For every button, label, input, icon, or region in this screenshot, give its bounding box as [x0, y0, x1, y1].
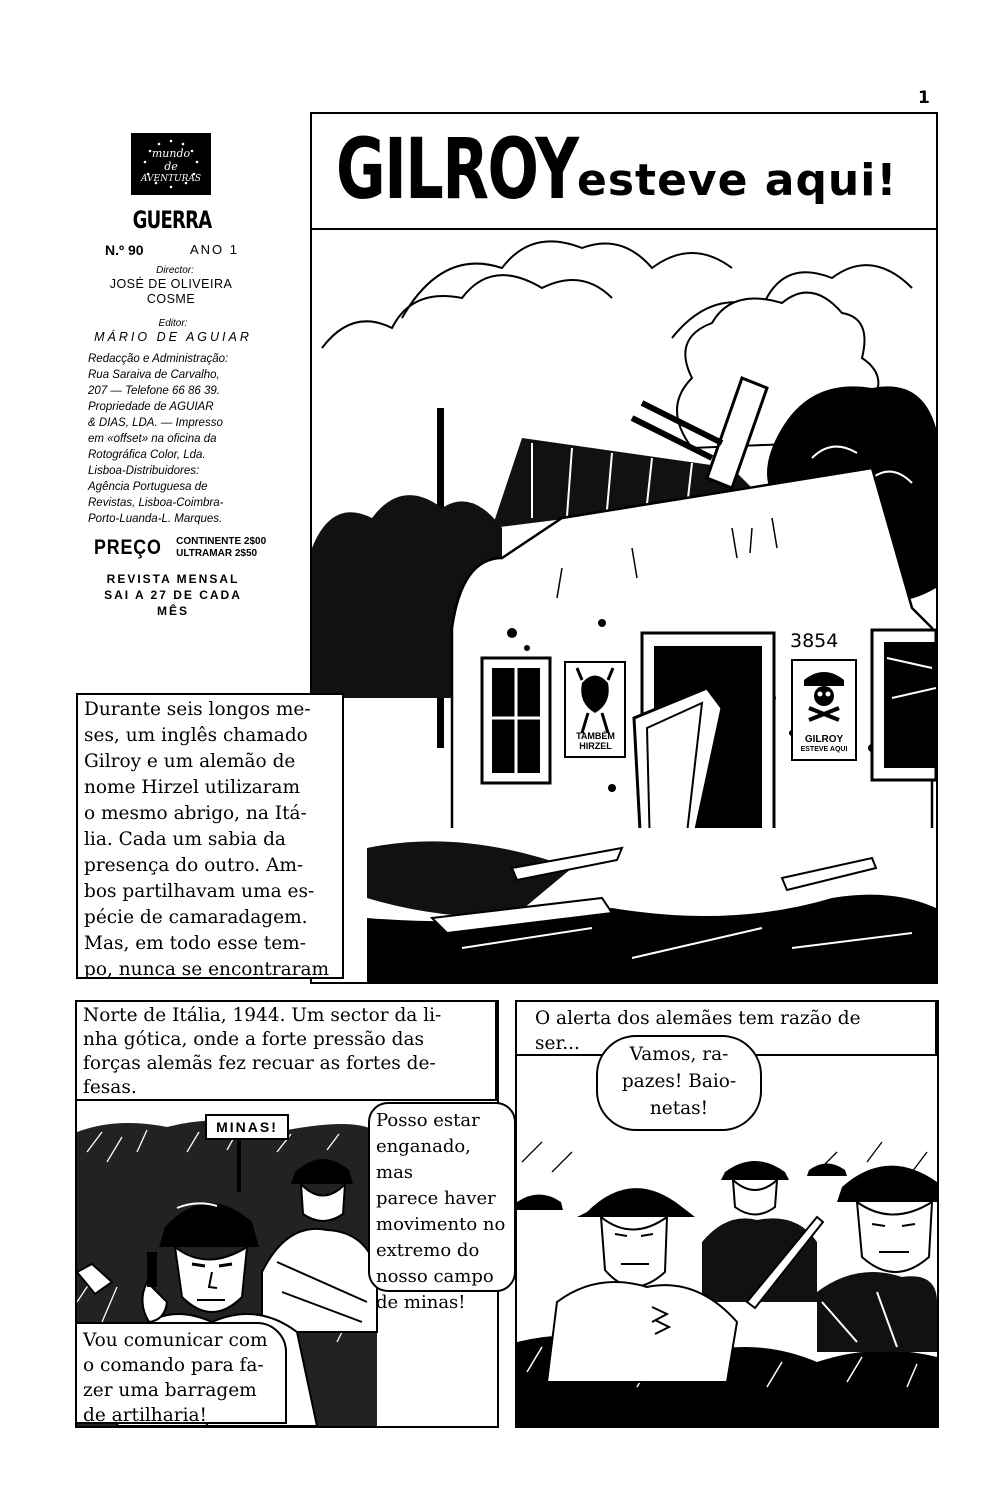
- price-continent: CONTINENTE 2$00: [176, 536, 267, 547]
- mundo-de-aventuras-logo: [131, 133, 211, 195]
- monthly-line-1: REVISTA MENSAL: [106, 572, 240, 586]
- director-name-1: JOSÉ DE OLIVEIRA: [109, 277, 233, 291]
- credits-line: Propriedade de AGUIAR: [88, 401, 214, 413]
- credits-line: Rotográfica Color, Lda.: [88, 449, 206, 461]
- credits-line: Porto-Luanda-L. Marques.: [88, 513, 223, 525]
- credits-line: & DIAS, LDA. — Impresso: [88, 417, 223, 429]
- editor-name: MÁRIO DE AGUIAR: [94, 330, 252, 344]
- monthly-line-2: SAI A 27 DE CADA: [104, 588, 242, 602]
- credits-line: 207 — Telefone 66 86 39.: [88, 385, 220, 397]
- monthly-line-3: MÊS: [156, 604, 189, 618]
- story-title-sub: esteve aqui!: [577, 155, 898, 206]
- narration-caption-north-italy: Norte de Itália, 1944. Um sector da li- nha gótica, onde a forte pressão das forças alemãs fez recuar as fortes de- fesas.: [75, 1000, 497, 1101]
- credits-line: em «offset» na oficina da: [88, 433, 217, 445]
- price-block: [88, 536, 266, 560]
- minas-sign: MINAS!: [205, 1114, 289, 1140]
- series-title: GUERRA: [132, 206, 212, 234]
- issue-number: N.º 90: [105, 242, 144, 258]
- intro-caption: Durante seis longos me- ses, um inglês chamado Gilroy e um alemão de nome Hirzel utilizaram o mesmo abrigo, na Itá- lia. Cada um sabia da presença do outro. Am- bos partilhavam uma es- pécie de camaradagem. Mas, em todo esse tem- po, nunca se encontraram: [76, 693, 344, 979]
- issue-year: ANO 1: [190, 242, 240, 257]
- logo-line-2: de: [164, 160, 178, 173]
- ruined-house-illustration: [312, 228, 936, 982]
- story-title-box: [310, 112, 938, 230]
- page-number: 1: [918, 88, 930, 108]
- poster-hirzel-label: TAMBÉM HIRZEL: [576, 731, 615, 751]
- logo-line-1: mundo: [151, 147, 191, 160]
- credits-block: [88, 351, 268, 527]
- logo-line-3: AVENTURAS: [140, 174, 202, 184]
- credits-line: Rua Saraiva de Carvalho,: [88, 369, 220, 381]
- poster-gilroy-subtitle: ESTEVE AQUI: [800, 746, 848, 753]
- speech-bubble-bayonets: Vamos, ra- pazes! Baio- netas!: [596, 1035, 762, 1131]
- sign-number: 3854: [790, 630, 839, 652]
- director-label: Director:: [156, 265, 194, 276]
- poster-gilroy-label: GILROY: [804, 734, 844, 745]
- panel-ruined-shelter: [310, 226, 938, 984]
- narration-caption-alert: O alerta dos alemães tem razão de ser...: [515, 1000, 937, 1056]
- series-name: [72, 206, 272, 234]
- price-label: PREÇO: [93, 536, 162, 559]
- credits-line: Lisboa-Distribuidores:: [88, 465, 200, 477]
- credits-line: Redacção e Administração:: [88, 353, 229, 365]
- price-overseas: ULTRAMAR 2$50: [176, 548, 258, 559]
- speech-bubble-movement: Posso estar enganado, mas parece haver movimento no extremo do nosso campo de minas!: [368, 1102, 516, 1292]
- editor-label: Editor:: [158, 318, 188, 329]
- credits-line: Agência Portuguesa de: [88, 481, 208, 493]
- director-name-2: COSME: [146, 292, 196, 306]
- credits-line: Revistas, Lisboa-Coimbra-: [88, 497, 224, 509]
- story-title-main: GILROY: [336, 120, 578, 218]
- speech-bubble-artillery: Vou comunicar com o comando para fa- zer uma barragem de artilharia!: [75, 1322, 287, 1424]
